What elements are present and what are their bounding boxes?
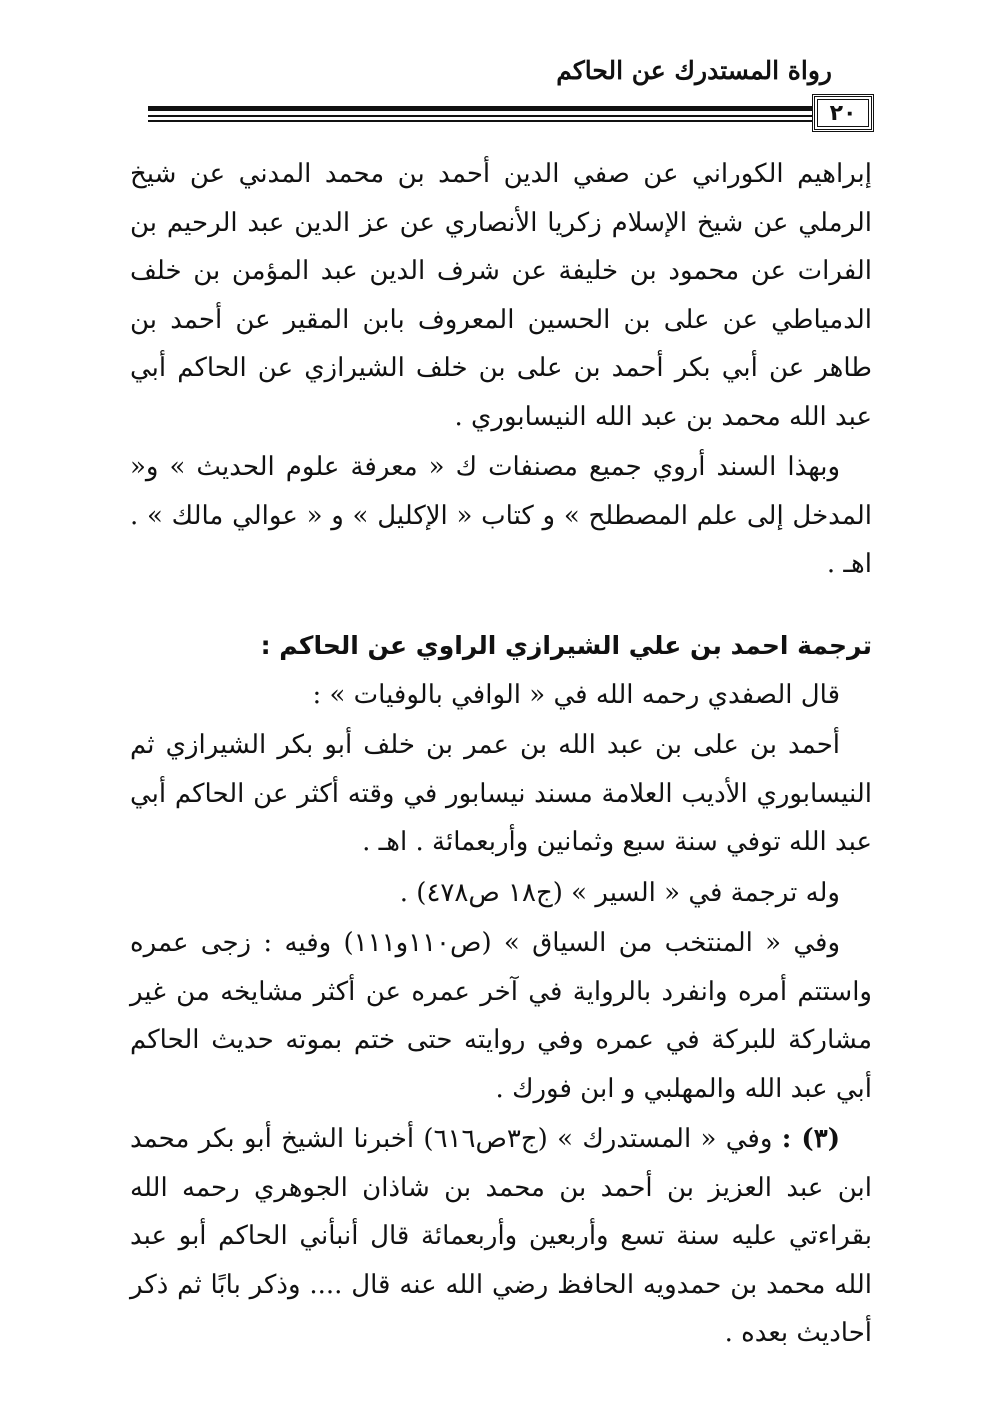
- paragraph-siyar-reference: وله ترجمة في « السير » (ج١٨ ص٤٧٨) .: [399, 877, 840, 908]
- header-rule-thick: [148, 106, 812, 111]
- paragraph-biography: أحمد بن على بن عبد الله بن عمر بن خلف أبو بكر الشيرازي ثم النيسابوري الأديب العلامة مسند نيسابور في وقته أكثر عن الحاكم أبي عبد الله توفي سنة سبع وثمانين وأربعمائة . اهـ .: [130, 730, 872, 857]
- page-number: [812, 94, 874, 132]
- paragraph-safadi-quote-intro: قال الصفدي رحمه الله في « الوافي بالوفيات » :: [312, 679, 840, 710]
- paragraph-isnad-chain: إبراهيم الكوراني عن صفي الدين أحمد بن محمد المدني عن شيخ الرملي عن شيخ الإسلام زكريا الأنصاري عن عز الدين عبد الرحيم بن الفرات عن محمود بن خليفة عن شرف الدين عبد المؤمن بن خلف الدمياطي عن على بن الحسين المعروف بابن المقير عن أحمد بن طاهر عن أبي بكر أحمد بن على بن خلف الشيرازي عن الحاكم أبي عبد الله محمد بن عبد الله النيسابوري .: [130, 159, 872, 432]
- main-text: [130, 150, 872, 1358]
- paragraph-mustadrak: [130, 1115, 872, 1358]
- paragraph-number: (٣) :: [781, 1124, 841, 1154]
- section-heading: ترجمة احمد بن علي الشيرازي الراوي عن الحاكم :: [260, 630, 872, 660]
- running-title: رواة المستدرك عن الحاكم: [556, 56, 832, 85]
- header-rule-thin: [148, 115, 812, 117]
- paragraph-mustadrak-text: وفي « المستدرك » (ج٣ص٦١٦) أخبرنا الشيخ أبو بكر محمد ابن عبد العزيز بن أحمد بن محمد بن شاذان الجوهري رحمه الله بقراءتي عليه سنة تسع وأربعين وأربعمائة قال أنبأني الحاكم أبو عبد الله محمد بن حمدويه الحافظ رضي الله عنه قال .... وذكر بابًا ثم ذكر أحاديث بعده .: [130, 1124, 872, 1348]
- header-rule-thin-lower: [148, 120, 812, 122]
- paragraph-muntakhab: وفي « المنتخب من السياق » (ص١١٠و١١١) وفيه : زجى عمره واستتم أمره وانفرد بالرواية في آخر عمره عن أكثر مشايخه من غير مشاركة للبركة في عمره وفي روايته حتى ختم بموته حديث الحاكم أبي عبد الله والمهلبي و ابن فورك .: [130, 928, 872, 1104]
- page-number-text: ٢٠: [829, 100, 857, 126]
- paragraph-works: وبهذا السند أروي جميع مصنفات ك « معرفة علوم الحديث » و« المدخل إلى علم المصطلح » و كتاب « الإكليل » و « عوالي مالك » . اهـ .: [130, 452, 872, 579]
